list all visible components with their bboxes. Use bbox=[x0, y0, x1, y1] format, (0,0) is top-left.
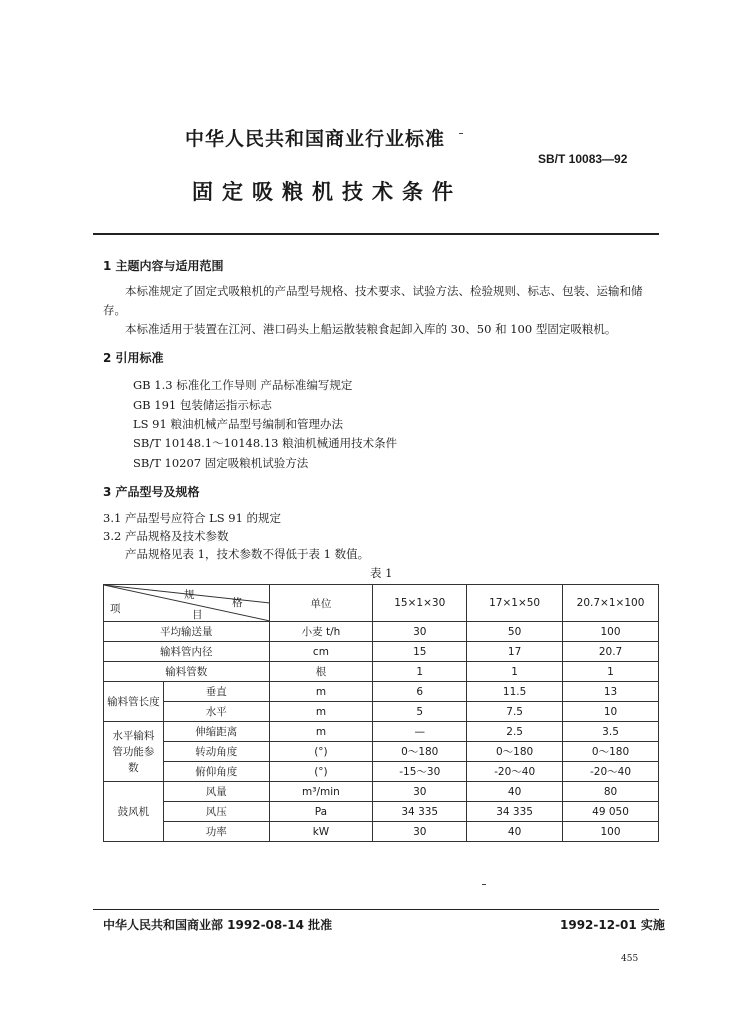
column-header: 15×1×30 bbox=[373, 585, 467, 622]
row-label: 功率 bbox=[163, 822, 269, 842]
value-cell: 13 bbox=[563, 682, 659, 702]
standard-code: SB/T 10083—92 bbox=[538, 152, 628, 166]
section-3-2-text: 产品规格见表 1，技术参数不得低于表 1 数值。 bbox=[125, 547, 370, 561]
group-label: 水平输料管功能参数 bbox=[104, 722, 164, 782]
value-cell: 6 bbox=[373, 682, 467, 702]
reference-item: GB 191 包装储运指示标志 bbox=[133, 398, 272, 412]
approval-line: 中华人民共和国商业部 1992-08-14 批准 bbox=[103, 918, 333, 932]
section-1-paragraph-2: 本标准适用于装置在江河、港口码头上船运散装粮食起卸入库的 30、50 和 100 型固定吸粮机。 bbox=[125, 322, 617, 336]
value-cell: 11.5 bbox=[467, 682, 563, 702]
table-row bbox=[104, 742, 659, 762]
value-cell: 1 bbox=[563, 662, 659, 682]
unit-cell: cm bbox=[269, 642, 373, 662]
table-row bbox=[104, 622, 659, 642]
unit-cell: m bbox=[269, 702, 373, 722]
group-label: 输料管长度 bbox=[104, 682, 164, 722]
value-cell: 30 bbox=[373, 782, 467, 802]
section-3-2: 3.2 产品规格及技术参数 bbox=[103, 529, 229, 543]
diag-label-gui: 规 bbox=[184, 589, 195, 601]
unit-cell: Pa bbox=[269, 802, 373, 822]
value-cell: 40 bbox=[467, 782, 563, 802]
diag-label-ge: 格 bbox=[232, 597, 243, 609]
row-label: 水平 bbox=[163, 702, 269, 722]
value-cell: 34 335 bbox=[373, 802, 467, 822]
section-1-heading: 1 主题内容与适用范围 bbox=[103, 259, 224, 273]
diagonal-header-cell bbox=[104, 585, 270, 622]
table-header-row bbox=[104, 585, 659, 622]
table-row bbox=[104, 802, 659, 822]
row-label: 俯仰角度 bbox=[163, 762, 269, 782]
spec-table bbox=[103, 584, 659, 842]
section-3-1: 3.1 产品型号应符合 LS 91 的规定 bbox=[103, 511, 282, 525]
row-label: 转动角度 bbox=[163, 742, 269, 762]
table-row bbox=[104, 822, 659, 842]
value-cell: 50 bbox=[467, 622, 563, 642]
unit-cell: m bbox=[269, 722, 373, 742]
standard-issuer-title: 中华人民共和国商业行业标准 bbox=[185, 128, 446, 150]
page-number: 455 bbox=[621, 954, 639, 964]
value-cell: 34 335 bbox=[467, 802, 563, 822]
value-cell: 0～180 bbox=[467, 742, 563, 762]
unit-cell: 小麦 t/h bbox=[269, 622, 373, 642]
reference-item: LS 91 粮油机械产品型号编制和管理办法 bbox=[133, 417, 343, 431]
table-caption: 表 1 bbox=[370, 566, 393, 580]
scan-speck bbox=[459, 133, 463, 134]
reference-item: SB/T 10207 固定吸粮机试验方法 bbox=[133, 456, 309, 470]
value-cell: 100 bbox=[563, 822, 659, 842]
value-cell: 1 bbox=[467, 662, 563, 682]
row-label: 风量 bbox=[163, 782, 269, 802]
value-cell: 1 bbox=[373, 662, 467, 682]
reference-item: SB/T 10148.1～10148.13 粮油机械通用技术条件 bbox=[133, 436, 398, 450]
value-cell: 49 050 bbox=[563, 802, 659, 822]
section-2-heading: 2 引用标准 bbox=[103, 351, 164, 365]
value-cell: — bbox=[373, 722, 467, 742]
diag-label-mu: 目 bbox=[192, 609, 203, 621]
row-label: 伸缩距离 bbox=[163, 722, 269, 742]
row-label: 垂直 bbox=[163, 682, 269, 702]
effective-date: 1992-12-01 实施 bbox=[560, 918, 665, 932]
value-cell: -20～40 bbox=[563, 762, 659, 782]
section-1-paragraph-1-cont: 存。 bbox=[103, 303, 126, 317]
scan-speck bbox=[482, 884, 486, 885]
table-row bbox=[104, 682, 659, 702]
unit-cell: (°) bbox=[269, 742, 373, 762]
section-3-heading: 3 产品型号及规格 bbox=[103, 485, 200, 499]
table-row bbox=[104, 702, 659, 722]
unit-cell: (°) bbox=[269, 762, 373, 782]
row-label: 风压 bbox=[163, 802, 269, 822]
value-cell: -15～30 bbox=[373, 762, 467, 782]
diag-label-xiang: 项 bbox=[110, 603, 121, 615]
value-cell: 10 bbox=[563, 702, 659, 722]
column-header: 单位 bbox=[269, 585, 373, 622]
unit-cell: kW bbox=[269, 822, 373, 842]
row-label: 输料管数 bbox=[104, 662, 270, 682]
value-cell: 2.5 bbox=[467, 722, 563, 742]
unit-cell: m bbox=[269, 682, 373, 702]
bottom-rule bbox=[93, 909, 659, 910]
reference-item: GB 1.3 标准化工作导则 产品标准编写规定 bbox=[133, 378, 353, 392]
column-header: 20.7×1×100 bbox=[563, 585, 659, 622]
unit-cell: m³/min bbox=[269, 782, 373, 802]
unit-cell: 根 bbox=[269, 662, 373, 682]
value-cell: 0～180 bbox=[563, 742, 659, 762]
value-cell: 17 bbox=[467, 642, 563, 662]
value-cell: 20.7 bbox=[563, 642, 659, 662]
table-row bbox=[104, 762, 659, 782]
section-1-paragraph-1: 本标准规定了固定式吸粮机的产品型号规格、技术要求、试验方法、检验规则、标志、包装、运输和储 bbox=[125, 284, 643, 298]
value-cell: 7.5 bbox=[467, 702, 563, 722]
value-cell: 15 bbox=[373, 642, 467, 662]
document-title: 固定吸粮机技术条件 bbox=[192, 180, 462, 204]
value-cell: 80 bbox=[563, 782, 659, 802]
value-cell: 3.5 bbox=[563, 722, 659, 742]
table-row bbox=[104, 642, 659, 662]
table-row bbox=[104, 782, 659, 802]
value-cell: 40 bbox=[467, 822, 563, 842]
row-label: 输料管内径 bbox=[104, 642, 270, 662]
value-cell: -20～40 bbox=[467, 762, 563, 782]
value-cell: 100 bbox=[563, 622, 659, 642]
column-header: 17×1×50 bbox=[467, 585, 563, 622]
top-rule bbox=[93, 233, 659, 235]
value-cell: 5 bbox=[373, 702, 467, 722]
value-cell: 0～180 bbox=[373, 742, 467, 762]
row-label: 平均输送量 bbox=[104, 622, 270, 642]
table-row bbox=[104, 662, 659, 682]
value-cell: 30 bbox=[373, 822, 467, 842]
value-cell: 30 bbox=[373, 622, 467, 642]
table-row bbox=[104, 722, 659, 742]
group-label: 鼓风机 bbox=[104, 782, 164, 842]
